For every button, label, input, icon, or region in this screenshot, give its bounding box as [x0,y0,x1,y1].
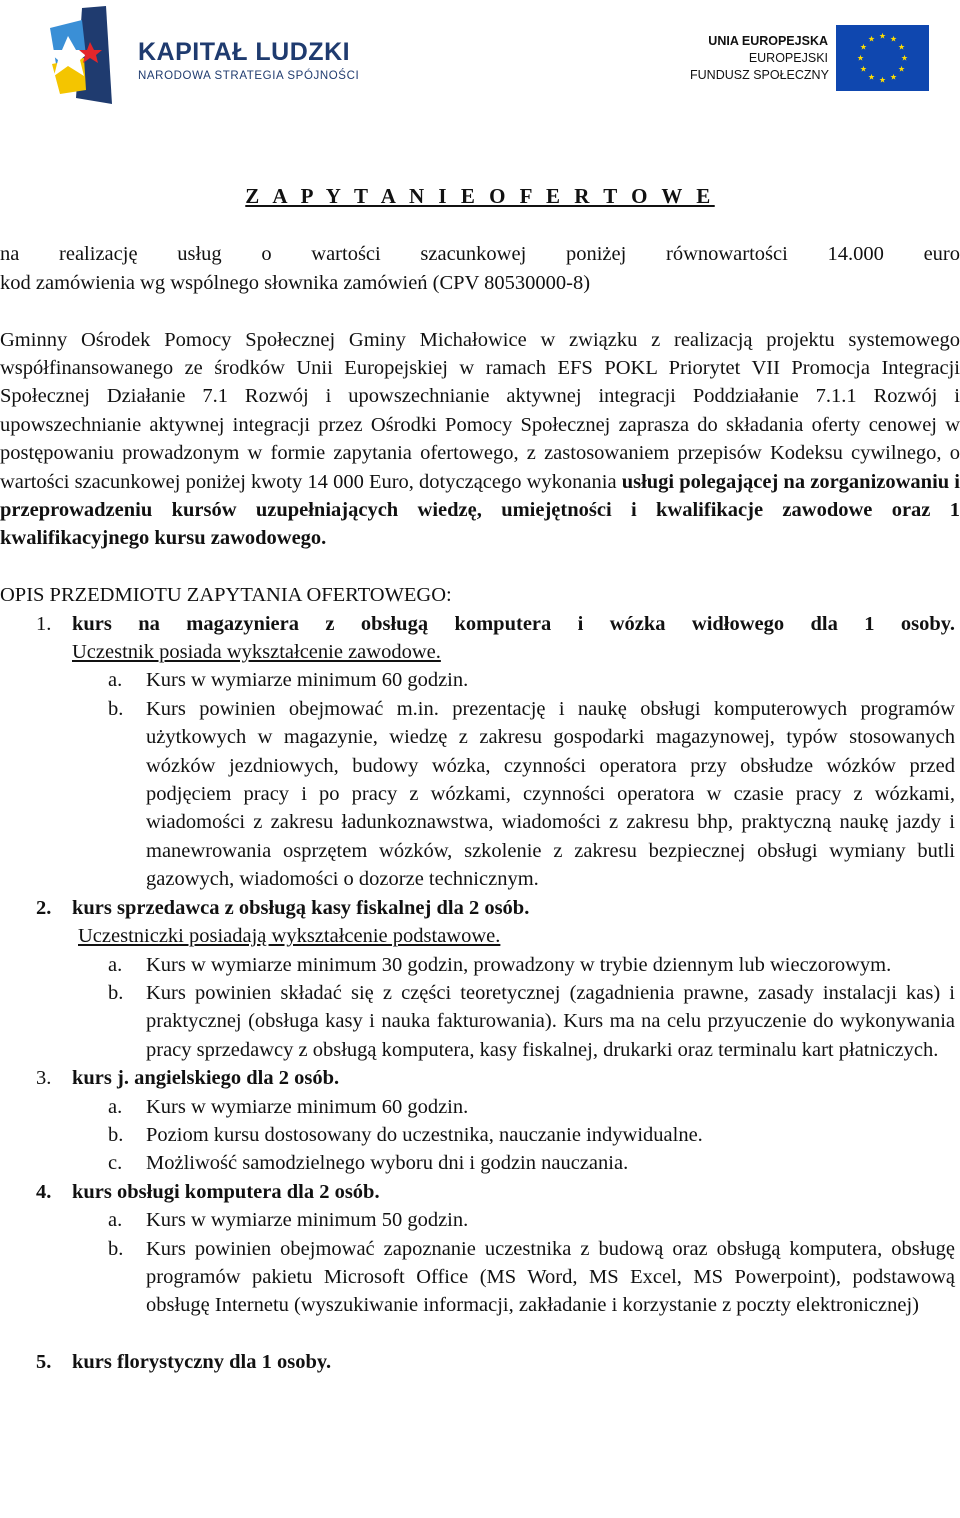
section-heading: OPIS PRZEDMIOTU ZAPYTANIA OFERTOWEGO: [0,584,452,607]
sub-letter: a. [108,1209,123,1232]
eu-flag-icon [836,25,929,91]
sub-text: Kurs powinien obejmować zapoznanie uczestnika z budową oraz obsługą komputera, obsługę programów pakietu Microsoft Office (MS Word, MS Excel, MS Powerpoint), podstawową obsługę Internetu (wyszukiwanie informacji, zakładanie i korzystanie z poczty elektronicznej) [146,1237,955,1317]
sub-item [0,1235,960,1320]
sub-item [0,695,960,894]
sub-text: Kurs w wymiarze minimum 60 godzin. [146,1095,469,1118]
sub-letter: a. [108,1095,123,1118]
list-item [0,894,960,922]
sub-item [0,1149,960,1177]
sub-item [0,1206,960,1234]
item-title: kurs j. angielskiego dla 2 osób. [72,1067,340,1090]
body-paragraph [0,326,960,553]
sub-text: Możliwość samodzielnego wyboru dni i godzin nauczania. [146,1152,629,1175]
item-number: 1. [36,612,52,635]
item-title: kurs obsługi komputera dla 2 osób. [72,1180,380,1203]
sub-text: Poziom kursu dostosowany do uczestnika, nauczanie indywidualne. [146,1123,703,1146]
list-item [0,1348,960,1376]
list-item [0,610,960,638]
eu-logo-text [690,33,828,84]
eu-text-line2: EUROPEJSKI [748,51,828,65]
kapital-ludzki-logo [46,6,376,106]
item-number: 2. [36,896,52,919]
sub-text: Kurs w wymiarze minimum 50 godzin. [146,1209,469,1232]
sub-item [0,979,960,1064]
sub-text: Kurs w wymiarze minimum 60 godzin. [146,669,469,692]
eu-text-line1: UNIA EUROPEJSKA [708,34,828,48]
intro-line-2: kod zamówienia wg wspólnego słownika zamówień (CPV 80530000-8) [0,271,591,294]
item-title: kurs sprzedawca z obsługą kasy fiskalnej dla 2 osób. [72,896,530,919]
item-number: 3. [36,1067,52,1090]
body-bold-text: usługi polegającej na zorganizowaniu i przeprowadzeniu kursów uzupełniających wiedzę, umiejętności i kwalifikacje zawodowe oraz 1 kwalifikacyjnego kursu zawodowego. [0,470,960,550]
intro-line-1: na realizację usług o wartości szacunkowej poniżej równowartości 14.000 euro [0,243,960,266]
eu-text-line3: FUNDUSZ SPOŁECZNY [690,68,829,82]
kapital-ludzki-flag-icon [46,6,118,106]
document-body [0,180,960,1377]
sub-letter: b. [108,697,124,720]
item-number: 4. [36,1180,52,1203]
sub-letter: a. [108,669,123,692]
page-header [0,0,960,120]
item-title: kurs na magazyniera z obsługą komputera i wózka widłowego dla 1 osoby. [72,612,955,635]
list-item [0,1178,960,1206]
sub-text: Kurs powinien obejmować m.in. prezentację i naukę obsługi komputerowych programów użytkowych w magazynie, wiedzę z zakresu gospodarki magazynowej, typów stosowanych wózków jezdniowych, budowy wózka, czynności operatora przy obsłudze wózków przed podjęciem pracy i po pracy z wózkami, czynności operatora w czasie pracy z wózkami, wiadomości z zakresu ładunkoznawstwa, wiadomości z zakresu bhp, praktyczną naukę jazdy i manewrowania osprzętem wózków, szkolenie z zakresu bezpiecznej obsługi wymiany butli gazowych, wiadomości o dozorze technicznym. [146,697,955,891]
item-number: 5. [36,1351,52,1374]
sub-item [0,1093,960,1121]
sub-text: Kurs w wymiarze minimum 30 godzin, prowadzony w trybie dziennym lub wieczorowym. [146,953,892,976]
sub-letter: b. [108,981,124,1004]
sub-item [0,951,960,979]
document-title: Z A P Y T A N I E O F E R T O W E [245,184,715,208]
sub-item [0,1121,960,1149]
sub-letter: b. [108,1123,124,1146]
item-note: Uczestnik posiada wykształcenie zawodowe. [72,641,441,664]
sub-letter: a. [108,953,123,976]
item-title: kurs florystyczny dla 1 osoby. [72,1351,332,1374]
kapital-ludzki-title: KAPITAŁ LUDZKI [138,38,351,66]
body-text: Gminny Ośrodek Pomocy Społecznej Gminy Michałowice w związku z realizacją projektu systemowego współfinansowanego ze środków Unii Europejskiej w ramach EFS POKL Priorytet VII Promocja Integracji Społecznej Działanie 7.1 Rozwój i upowszechnianie aktywnej integracji Poddziałanie 7.1.1 Rozwój i upowszechnianie aktywnej integracji przez Ośrodki Pomocy Społecznej zaprasza do składania oferty cenowej w postępowaniu prowadzonym w formie zapytania ofertowego, z zastosowaniem przepisów Kodeksu cywilnego, o wartości szacunkowej poniżej kwoty 14 000 Euro, dotyczącego wykonania [0,328,960,493]
sub-letter: b. [108,1237,124,1260]
sub-letter: c. [108,1152,123,1175]
list-item [0,1064,960,1092]
sub-text: Kurs powinien składać się z części teoretycznej (zagadnienia prawne, zasady instalacji kas) i praktycznej (obsługa kasy i nauka fakturowania). Kurs ma na celu przyuczenie do wykonywania pracy sprzedawcy z obsługą komputera, kasy fiskalnej, drukarki oraz terminalu kart płatniczych. [146,981,955,1061]
sub-item [0,666,960,694]
item-note: Uczestniczki posiadają wykształcenie podstawowe. [78,925,501,948]
kapital-ludzki-subtitle: NARODOWA STRATEGIA SPÓJNOŚCI [138,70,360,82]
